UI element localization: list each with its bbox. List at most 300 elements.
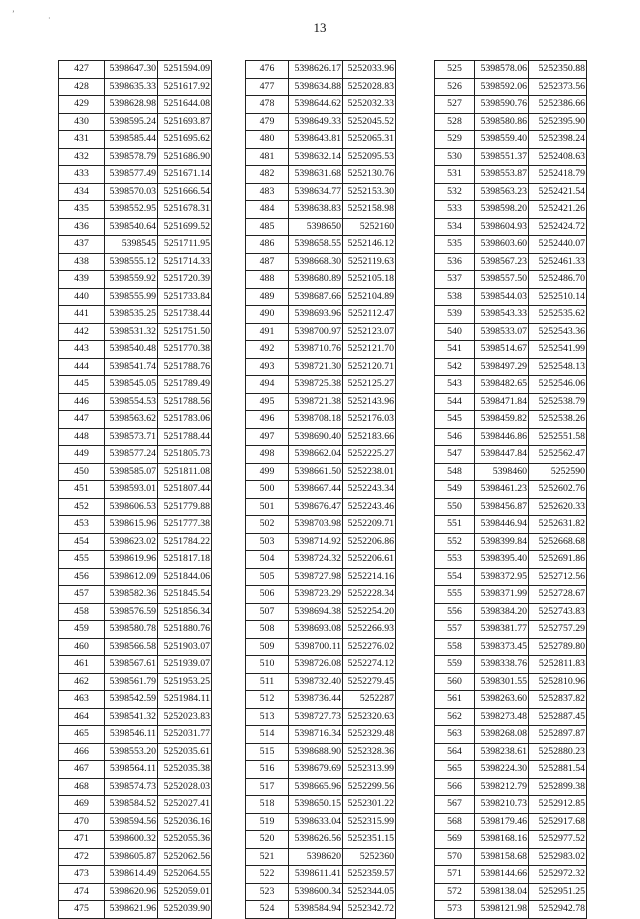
y-coordinate-cell: 5252541.99: [529, 341, 587, 359]
y-coordinate-cell: 5252602.76: [529, 481, 587, 499]
x-coordinate-cell: 5398585.44: [105, 131, 158, 149]
point-number-cell: 442: [59, 323, 105, 341]
point-number-cell: 495: [246, 393, 289, 411]
y-coordinate-cell: 5251678.31: [158, 201, 212, 219]
table-row: [435, 446, 587, 464]
point-number-cell: 547: [435, 446, 475, 464]
y-coordinate-cell: 5251779.88: [158, 498, 212, 516]
point-number-cell: 431: [59, 131, 105, 149]
table-row: [59, 358, 212, 376]
point-number-cell: 435: [59, 201, 105, 219]
table-row: [59, 393, 212, 411]
table-row: [435, 463, 587, 481]
table-row: [435, 901, 587, 919]
table-row: [246, 603, 396, 621]
x-coordinate-cell: 5398580.86: [475, 113, 529, 131]
y-coordinate-cell: 5252951.25: [529, 883, 587, 901]
y-coordinate-cell: 5252032.33: [343, 96, 396, 114]
x-coordinate-cell: 5398573.71: [105, 428, 158, 446]
point-number-cell: 506: [246, 586, 289, 604]
x-coordinate-cell: 5398212.79: [475, 778, 529, 796]
point-number-cell: 437: [59, 236, 105, 254]
table-row: [246, 288, 396, 306]
x-coordinate-cell: 5398626.56: [289, 831, 343, 849]
table-row: [246, 778, 396, 796]
x-coordinate-cell: 5398708.18: [289, 411, 343, 429]
table-row: [435, 428, 587, 446]
y-coordinate-cell: 5252899.38: [529, 778, 587, 796]
y-coordinate-cell: 5252897.87: [529, 726, 587, 744]
table-row: [246, 883, 396, 901]
table-row: [59, 131, 212, 149]
x-coordinate-cell: 5398593.01: [105, 481, 158, 499]
point-number-cell: 529: [435, 131, 475, 149]
x-coordinate-cell: 5398551.37: [475, 148, 529, 166]
y-coordinate-cell: 5251788.56: [158, 393, 212, 411]
point-number-cell: 458: [59, 603, 105, 621]
y-coordinate-cell: 5252562.47: [529, 446, 587, 464]
x-coordinate-cell: 5398555.99: [105, 288, 158, 306]
y-coordinate-cell: 5252728.67: [529, 586, 587, 604]
y-coordinate-cell: 5252631.82: [529, 516, 587, 534]
x-coordinate-cell: 5398635.33: [105, 78, 158, 96]
point-number-cell: 570: [435, 848, 475, 866]
y-coordinate-cell: 5252538.79: [529, 393, 587, 411]
y-coordinate-cell: 5251856.34: [158, 603, 212, 621]
point-number-cell: 509: [246, 638, 289, 656]
y-coordinate-cell: 5252243.46: [343, 498, 396, 516]
x-coordinate-cell: 5398514.67: [475, 341, 529, 359]
table-row: [246, 586, 396, 604]
point-number-cell: 474: [59, 883, 105, 901]
x-coordinate-cell: 5398546.11: [105, 726, 158, 744]
point-number-cell: 545: [435, 411, 475, 429]
point-number-cell: 565: [435, 761, 475, 779]
x-coordinate-cell: 5398725.38: [289, 376, 343, 394]
point-number-cell: 528: [435, 113, 475, 131]
x-coordinate-cell: 5398676.47: [289, 498, 343, 516]
point-number-cell: 490: [246, 306, 289, 324]
table-row: [246, 131, 396, 149]
point-number-cell: 512: [246, 691, 289, 709]
table-row: [246, 481, 396, 499]
point-number-cell: 572: [435, 883, 475, 901]
y-coordinate-cell: 5252225.27: [343, 446, 396, 464]
x-coordinate-cell: 5398600.34: [289, 883, 343, 901]
x-coordinate-cell: 5398224.30: [475, 761, 529, 779]
point-number-cell: 430: [59, 113, 105, 131]
point-number-cell: 520: [246, 831, 289, 849]
table-row: [435, 376, 587, 394]
y-coordinate-cell: 5252386.66: [529, 96, 587, 114]
x-coordinate-cell: 5398634.77: [289, 183, 343, 201]
x-coordinate-cell: 5398301.55: [475, 673, 529, 691]
x-coordinate-cell: 5398497.29: [475, 358, 529, 376]
y-coordinate-cell: 5252112.47: [343, 306, 396, 324]
y-coordinate-cell: 5251711.95: [158, 236, 212, 254]
y-coordinate-cell: 5252977.52: [529, 831, 587, 849]
y-coordinate-cell: 5252062.56: [158, 848, 212, 866]
point-number-cell: 470: [59, 813, 105, 831]
x-coordinate-cell: 5398564.11: [105, 761, 158, 779]
x-coordinate-cell: 5398384.20: [475, 603, 529, 621]
x-coordinate-cell: 5398580.78: [105, 621, 158, 639]
table-row: [435, 201, 587, 219]
table-row: [246, 761, 396, 779]
y-coordinate-cell: 5251807.44: [158, 481, 212, 499]
table-row: [246, 848, 396, 866]
table-row: [435, 516, 587, 534]
y-coordinate-cell: 5252373.56: [529, 78, 587, 96]
y-coordinate-cell: 5252027.41: [158, 796, 212, 814]
table-row: [59, 866, 212, 884]
table-row: [246, 393, 396, 411]
x-coordinate-cell: 5398566.58: [105, 638, 158, 656]
table-row: [246, 61, 396, 79]
y-coordinate-cell: 5251699.52: [158, 218, 212, 236]
x-coordinate-cell: 5398559.92: [105, 271, 158, 289]
y-coordinate-cell: 5252320.63: [343, 708, 396, 726]
y-coordinate-cell: 5252351.15: [343, 831, 396, 849]
point-number-cell: 534: [435, 218, 475, 236]
point-number-cell: 472: [59, 848, 105, 866]
table-row: [59, 428, 212, 446]
table-row: [59, 323, 212, 341]
y-coordinate-cell: 5252590: [529, 463, 587, 481]
point-number-cell: 504: [246, 551, 289, 569]
y-coordinate-cell: 5252917.68: [529, 813, 587, 831]
y-coordinate-cell: 5252551.58: [529, 428, 587, 446]
point-number-cell: 494: [246, 376, 289, 394]
table-row: [59, 446, 212, 464]
y-coordinate-cell: 5252837.82: [529, 691, 587, 709]
point-number-cell: 488: [246, 271, 289, 289]
point-number-cell: 463: [59, 691, 105, 709]
x-coordinate-cell: 5398553.87: [475, 166, 529, 184]
table-row: [435, 813, 587, 831]
y-coordinate-cell: 5252313.99: [343, 761, 396, 779]
y-coordinate-cell: 5252064.55: [158, 866, 212, 884]
point-number-cell: 564: [435, 743, 475, 761]
table-row: [59, 673, 212, 691]
y-coordinate-cell: 5251714.33: [158, 253, 212, 271]
x-coordinate-cell: 5398459.82: [475, 411, 529, 429]
x-coordinate-cell: 5398590.76: [475, 96, 529, 114]
x-coordinate-cell: 5398138.04: [475, 883, 529, 901]
x-coordinate-cell: 5398210.73: [475, 796, 529, 814]
x-coordinate-cell: 5398541.74: [105, 358, 158, 376]
table-row: [59, 638, 212, 656]
point-number-cell: 519: [246, 813, 289, 831]
table-row: [246, 166, 396, 184]
table-row: [59, 848, 212, 866]
x-coordinate-cell: 5398658.55: [289, 236, 343, 254]
point-number-cell: 563: [435, 726, 475, 744]
y-coordinate-cell: 5252031.77: [158, 726, 212, 744]
x-coordinate-cell: 5398535.25: [105, 306, 158, 324]
coordinate-tables: [58, 60, 628, 914]
y-coordinate-cell: 5252146.12: [343, 236, 396, 254]
point-number-cell: 561: [435, 691, 475, 709]
x-coordinate-cell: 5398626.17: [289, 61, 343, 79]
x-coordinate-cell: 5398557.50: [475, 271, 529, 289]
point-number-cell: 429: [59, 96, 105, 114]
point-number-cell: 569: [435, 831, 475, 849]
y-coordinate-cell: 5252510.14: [529, 288, 587, 306]
x-coordinate-cell: 5398577.24: [105, 446, 158, 464]
table-row: [435, 131, 587, 149]
x-coordinate-cell: 5398578.79: [105, 148, 158, 166]
x-coordinate-cell: 5398399.84: [475, 533, 529, 551]
y-coordinate-cell: 5252408.63: [529, 148, 587, 166]
point-number-cell: 453: [59, 516, 105, 534]
x-coordinate-cell: 5398650: [289, 218, 343, 236]
y-coordinate-cell: 5251770.38: [158, 341, 212, 359]
y-coordinate-cell: 5252033.96: [343, 61, 396, 79]
y-coordinate-cell: 5252912.85: [529, 796, 587, 814]
point-number-cell: 544: [435, 393, 475, 411]
point-number-cell: 439: [59, 271, 105, 289]
y-coordinate-cell: 5252424.72: [529, 218, 587, 236]
point-number-cell: 542: [435, 358, 475, 376]
point-number-cell: 432: [59, 148, 105, 166]
y-coordinate-cell: 5251805.73: [158, 446, 212, 464]
y-coordinate-cell: 5251686.90: [158, 148, 212, 166]
x-coordinate-cell: 5398373.45: [475, 638, 529, 656]
y-coordinate-cell: 5252315.99: [343, 813, 396, 831]
table-row: [435, 761, 587, 779]
y-coordinate-cell: 5252942.78: [529, 901, 587, 919]
table-row: [435, 148, 587, 166]
table-row: [59, 708, 212, 726]
x-coordinate-cell: 5398594.56: [105, 813, 158, 831]
x-coordinate-cell: 5398668.30: [289, 253, 343, 271]
point-number-cell: 465: [59, 726, 105, 744]
y-coordinate-cell: 5252789.80: [529, 638, 587, 656]
x-coordinate-cell: 5398561.79: [105, 673, 158, 691]
y-coordinate-cell: 5251984.11: [158, 691, 212, 709]
x-coordinate-cell: 5398482.65: [475, 376, 529, 394]
y-coordinate-cell: 5252183.66: [343, 428, 396, 446]
table-row: [59, 656, 212, 674]
table-row: [59, 78, 212, 96]
x-coordinate-cell: 5398650.15: [289, 796, 343, 814]
y-coordinate-cell: 5252810.96: [529, 673, 587, 691]
x-coordinate-cell: 5398592.06: [475, 78, 529, 96]
x-coordinate-cell: 5398612.09: [105, 568, 158, 586]
table-row: [435, 498, 587, 516]
point-number-cell: 479: [246, 113, 289, 131]
x-coordinate-cell: 5398338.76: [475, 656, 529, 674]
point-number-cell: 538: [435, 288, 475, 306]
x-coordinate-cell: 5398606.53: [105, 498, 158, 516]
x-coordinate-cell: 5398667.44: [289, 481, 343, 499]
x-coordinate-cell: 5398598.20: [475, 201, 529, 219]
point-number-cell: 471: [59, 831, 105, 849]
point-number-cell: 489: [246, 288, 289, 306]
table-row: [246, 708, 396, 726]
y-coordinate-cell: 5251733.84: [158, 288, 212, 306]
table-row: [59, 533, 212, 551]
point-number-cell: 480: [246, 131, 289, 149]
point-number-cell: 517: [246, 778, 289, 796]
x-coordinate-cell: 5398554.53: [105, 393, 158, 411]
x-coordinate-cell: 5398644.62: [289, 96, 343, 114]
point-number-cell: 450: [59, 463, 105, 481]
table-row: [435, 78, 587, 96]
table-row: [246, 271, 396, 289]
table-row: [59, 411, 212, 429]
table-row: [59, 691, 212, 709]
y-coordinate-cell: 5252538.26: [529, 411, 587, 429]
table-row: [435, 61, 587, 79]
y-coordinate-cell: 5252398.24: [529, 131, 587, 149]
x-coordinate-cell: 5398567.23: [475, 253, 529, 271]
point-number-cell: 531: [435, 166, 475, 184]
x-coordinate-cell: 5398273.48: [475, 708, 529, 726]
y-coordinate-cell: 5252105.18: [343, 271, 396, 289]
x-coordinate-cell: 5398716.34: [289, 726, 343, 744]
y-coordinate-cell: 5251784.22: [158, 533, 212, 551]
table-row: [435, 533, 587, 551]
y-coordinate-cell: 5252035.61: [158, 743, 212, 761]
table-row: [246, 113, 396, 131]
table-row: [246, 341, 396, 359]
point-number-cell: 533: [435, 201, 475, 219]
x-coordinate-cell: 5398661.50: [289, 463, 343, 481]
x-coordinate-cell: 5398446.86: [475, 428, 529, 446]
table-row: [435, 778, 587, 796]
table-row: [435, 691, 587, 709]
table-row: [246, 621, 396, 639]
x-coordinate-cell: 5398721.30: [289, 358, 343, 376]
x-coordinate-cell: 5398144.66: [475, 866, 529, 884]
table-row: [435, 358, 587, 376]
y-coordinate-cell: 5252328.36: [343, 743, 396, 761]
x-coordinate-cell: 5398381.77: [475, 621, 529, 639]
table-row: [246, 218, 396, 236]
point-number-cell: 466: [59, 743, 105, 761]
y-coordinate-cell: 5251880.76: [158, 621, 212, 639]
y-coordinate-cell: 5251789.49: [158, 376, 212, 394]
point-number-cell: 508: [246, 621, 289, 639]
y-coordinate-cell: 5251693.87: [158, 113, 212, 131]
table-row: [59, 288, 212, 306]
x-coordinate-cell: 5398724.32: [289, 551, 343, 569]
table-row: [435, 183, 587, 201]
point-number-cell: 482: [246, 166, 289, 184]
table-row: [435, 568, 587, 586]
table-row: [246, 813, 396, 831]
point-number-cell: 530: [435, 148, 475, 166]
x-coordinate-cell: 5398643.81: [289, 131, 343, 149]
table-row: [435, 236, 587, 254]
x-coordinate-cell: 5398531.32: [105, 323, 158, 341]
x-coordinate-cell: 5398577.49: [105, 166, 158, 184]
point-number-cell: 434: [59, 183, 105, 201]
y-coordinate-cell: 5251844.06: [158, 568, 212, 586]
point-number-cell: 473: [59, 866, 105, 884]
point-number-cell: 551: [435, 516, 475, 534]
x-coordinate-cell: 5398619.96: [105, 551, 158, 569]
table-row: [246, 568, 396, 586]
table-row: [435, 848, 587, 866]
x-coordinate-cell: 5398647.30: [105, 61, 158, 79]
y-coordinate-cell: 5252342.72: [343, 901, 396, 919]
x-coordinate-cell: 5398268.08: [475, 726, 529, 744]
table-row: [246, 96, 396, 114]
table-row: [435, 621, 587, 639]
point-number-cell: 448: [59, 428, 105, 446]
table-row: [59, 761, 212, 779]
y-coordinate-cell: 5251788.44: [158, 428, 212, 446]
table-row: [59, 796, 212, 814]
x-coordinate-cell: 5398727.98: [289, 568, 343, 586]
x-coordinate-cell: 5398633.04: [289, 813, 343, 831]
y-coordinate-cell: 5252486.70: [529, 271, 587, 289]
point-number-cell: 499: [246, 463, 289, 481]
table-row: [59, 586, 212, 604]
x-coordinate-cell: 5398542.59: [105, 691, 158, 709]
y-coordinate-cell: 5252065.31: [343, 131, 396, 149]
point-number-cell: 427: [59, 61, 105, 79]
x-coordinate-cell: 5398533.07: [475, 323, 529, 341]
point-number-cell: 441: [59, 306, 105, 324]
x-coordinate-cell: 5398584.94: [289, 901, 343, 919]
y-coordinate-cell: 5252712.56: [529, 568, 587, 586]
y-coordinate-cell: 5252359.57: [343, 866, 396, 884]
x-coordinate-cell: 5398710.76: [289, 341, 343, 359]
table-row: [435, 638, 587, 656]
y-coordinate-cell: 5252104.89: [343, 288, 396, 306]
point-number-cell: 522: [246, 866, 289, 884]
y-coordinate-cell: 5252153.30: [343, 183, 396, 201]
x-coordinate-cell: 5398574.73: [105, 778, 158, 796]
point-number-cell: 468: [59, 778, 105, 796]
point-number-cell: 510: [246, 656, 289, 674]
y-coordinate-cell: 5252880.23: [529, 743, 587, 761]
y-coordinate-cell: 5252668.68: [529, 533, 587, 551]
table-row: [246, 428, 396, 446]
point-number-cell: 446: [59, 393, 105, 411]
y-coordinate-cell: 5252119.63: [343, 253, 396, 271]
table-row: [435, 551, 587, 569]
x-coordinate-cell: 5398693.96: [289, 306, 343, 324]
point-number-cell: 525: [435, 61, 475, 79]
table-row: [59, 61, 212, 79]
x-coordinate-cell: 5398662.04: [289, 446, 343, 464]
y-coordinate-cell: 5252881.54: [529, 761, 587, 779]
y-coordinate-cell: 5252023.83: [158, 708, 212, 726]
y-coordinate-cell: 5252360: [343, 848, 396, 866]
table-row: [435, 796, 587, 814]
table-row: [246, 516, 396, 534]
point-number-cell: 567: [435, 796, 475, 814]
y-coordinate-cell: 5251695.62: [158, 131, 212, 149]
table-row: [435, 603, 587, 621]
point-number-cell: 535: [435, 236, 475, 254]
point-number-cell: 478: [246, 96, 289, 114]
x-coordinate-cell: 5398395.40: [475, 551, 529, 569]
x-coordinate-cell: 5398694.38: [289, 603, 343, 621]
x-coordinate-cell: 5398552.95: [105, 201, 158, 219]
table-row: [59, 201, 212, 219]
point-number-cell: 552: [435, 533, 475, 551]
point-number-cell: 566: [435, 778, 475, 796]
point-number-cell: 476: [246, 61, 289, 79]
table-row: [246, 78, 396, 96]
point-number-cell: 497: [246, 428, 289, 446]
